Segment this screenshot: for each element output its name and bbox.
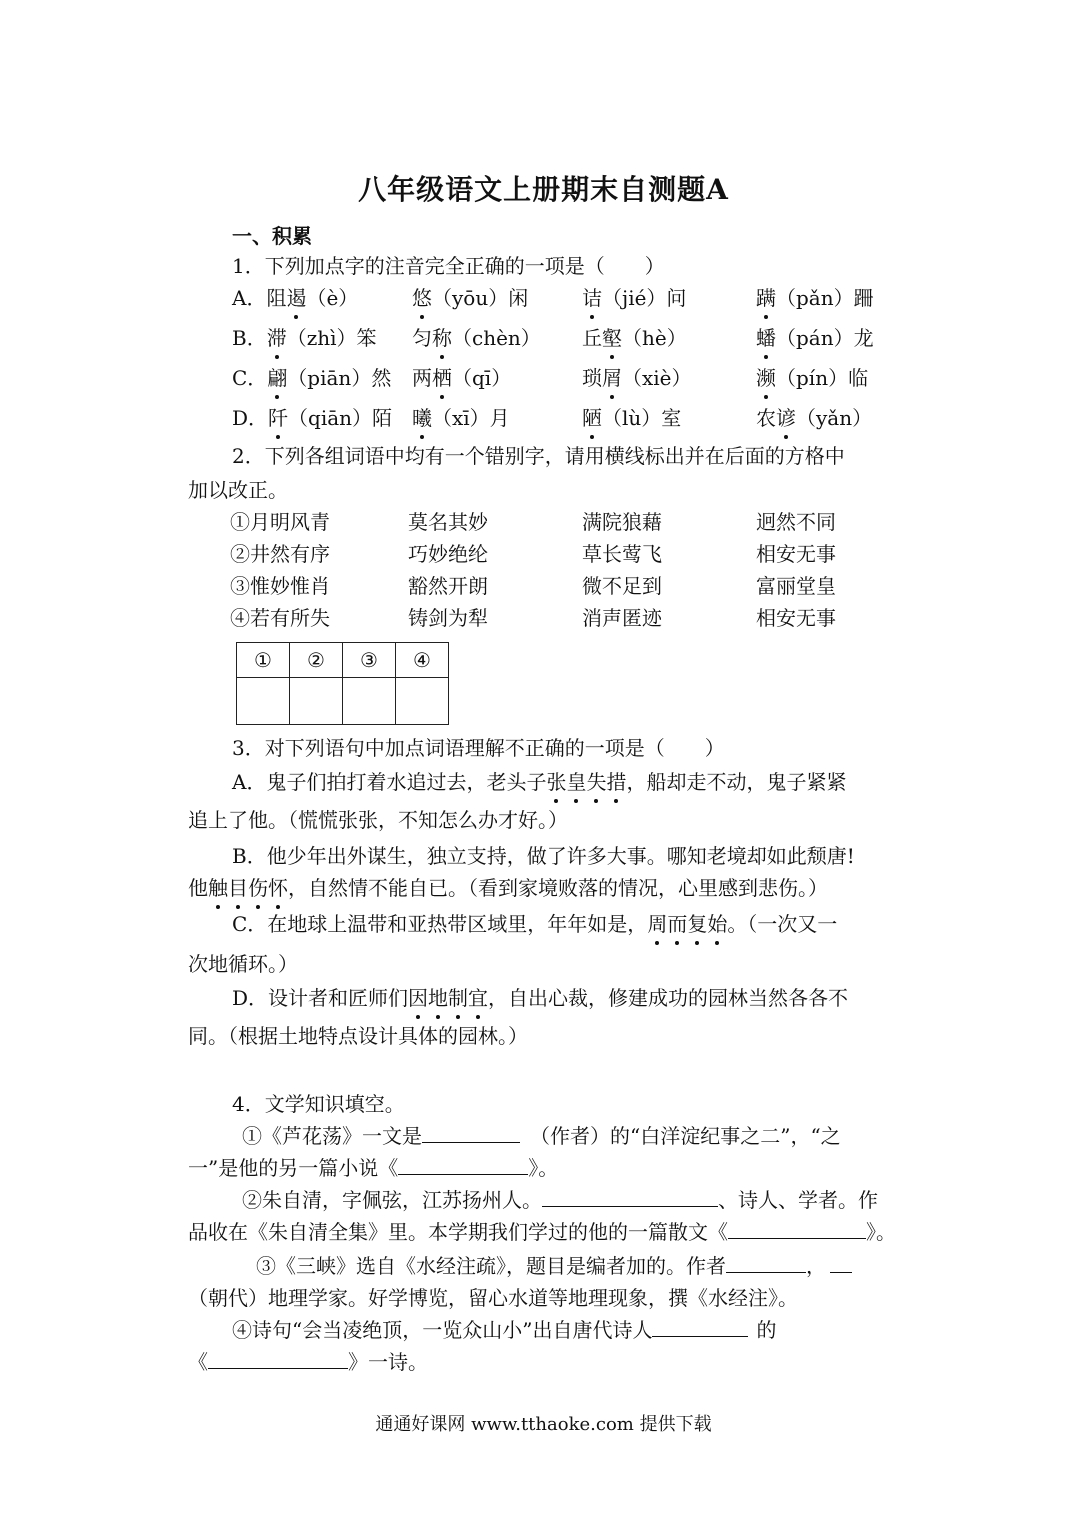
q3-option-a-line1: [232, 768, 846, 796]
q1-option-item: [756, 364, 868, 392]
dotted-char: 诘: [582, 286, 602, 310]
q1-option-item[interactable]: [232, 404, 392, 432]
q2-word: 莫名其妙: [408, 510, 488, 534]
q1-option-item[interactable]: [232, 284, 358, 312]
dotted-char: 复: [687, 912, 708, 936]
q1-option-item: [582, 404, 681, 432]
q2-word: 豁然开朗: [408, 574, 488, 598]
q4-line2: [188, 1154, 558, 1182]
q1-option-item: [582, 364, 692, 392]
dotted-term: [647, 912, 727, 936]
option-label: A．: [232, 286, 267, 310]
grid-answer-cell[interactable]: [343, 678, 396, 725]
q4-line8: [188, 1348, 428, 1376]
text: 丘: [582, 326, 602, 350]
q4-line5: [256, 1252, 852, 1280]
text: 农: [756, 406, 776, 430]
text: 》。: [866, 1220, 896, 1244]
dotted-char: 怀: [268, 876, 288, 900]
section-heading: 一、积累: [232, 224, 312, 248]
q3-option-c-line1: [232, 910, 837, 938]
text: 。（一次又一: [727, 912, 838, 936]
pinyin-text: （lù）室: [602, 406, 682, 430]
dotted-char: 谚: [776, 406, 796, 430]
pinyin-text: （xī）月: [432, 406, 510, 430]
dotted-char: 地: [428, 986, 449, 1010]
dotted-char: 皇: [566, 770, 587, 794]
pinyin-text: （pán）龙: [776, 326, 874, 350]
q3-option-a-line2: 追上了他。（慌慌张张，不知怎么办才好。）: [188, 808, 568, 832]
q1-option-item: [756, 324, 874, 352]
dotted-char: 滞: [266, 326, 287, 350]
text: ，自出心裁，修建成功的园林当然各各不: [488, 986, 849, 1010]
text: ①《芦花荡》一文是: [242, 1124, 422, 1148]
fill-blank[interactable]: [830, 1252, 852, 1273]
text: 琐: [582, 366, 602, 390]
dotted-char: 悠: [412, 286, 432, 310]
q1-option-item: [412, 284, 528, 312]
text: A．鬼子们拍打着水追过去，老头子: [232, 770, 547, 794]
q3-option-b-line2: [188, 874, 828, 902]
q2-word: ①月明风青: [230, 510, 330, 534]
q2-word: 富丽堂皇: [756, 574, 836, 598]
grid-header: ③: [343, 643, 396, 678]
dotted-term: [408, 986, 488, 1010]
pinyin-text: （yōu）闲: [432, 286, 529, 310]
text: ②朱自清，字佩弦，江苏扬州人。: [242, 1188, 542, 1212]
grid-header: ②: [290, 643, 343, 678]
pinyin-text: （hè）: [622, 326, 687, 350]
pinyin-text: （è）: [306, 286, 359, 310]
q4-line6: （朝代）地理学家。好学博览，留心水道等地理现象，撰《水经注》。: [188, 1286, 798, 1310]
text: 》一诗。: [348, 1350, 428, 1374]
q2-word: 消声匿迹: [582, 606, 662, 630]
q2-word: 迥然不同: [756, 510, 836, 534]
pinyin-text: （xiè）: [622, 366, 692, 390]
footer-credit: 通通好课网 www.tthaoke.com 提供下载: [375, 1414, 712, 1435]
dotted-char: 壑: [602, 326, 622, 350]
dotted-char: 伤: [248, 876, 268, 900]
text: 《: [188, 1350, 208, 1374]
grid-answer-cell[interactable]: [396, 678, 449, 725]
dotted-char: 栖: [432, 366, 452, 390]
pinyin-text: （piān）然: [287, 366, 392, 390]
dotted-char: 称: [432, 326, 452, 350]
q4-line4: [188, 1218, 896, 1246]
dotted-char: 蟠: [756, 326, 776, 350]
pinyin-text: （qī）: [452, 366, 512, 390]
q3-option-d-line1: [232, 984, 848, 1012]
q2-stem-line2: 加以改正。: [188, 478, 288, 502]
dotted-char: 始: [707, 912, 728, 936]
q4-line7: [232, 1316, 776, 1344]
dotted-char: 目: [228, 876, 248, 900]
q3-option-d-line2: 同。（根据土地特点设计具体的园林。）: [188, 1024, 528, 1048]
text: D．设计者和匠师们: [232, 986, 409, 1010]
dotted-char: 翩: [267, 366, 288, 390]
option-label: C．: [232, 366, 268, 390]
q2-word: 巧妙绝纶: [408, 542, 488, 566]
fill-blank[interactable]: [208, 1348, 348, 1369]
text: 的: [756, 1318, 777, 1342]
text: 品收在《朱自清全集》里。本学期我们学过的他的一篇散文《: [188, 1220, 728, 1244]
dotted-term: [546, 770, 626, 794]
q1-option-item[interactable]: [232, 364, 391, 392]
dotted-term: [208, 876, 288, 900]
q2-word: 铸剑为犁: [408, 606, 488, 630]
dotted-char: 因: [408, 986, 429, 1010]
grid-header: ④: [396, 643, 449, 678]
text: 、诗人、学者。作: [718, 1188, 878, 1212]
pinyin-text: （yǎn）: [796, 406, 873, 430]
text: ③《三峡》选自《水经注疏》，题目是编者加的。作者: [256, 1254, 726, 1278]
dotted-char: 阡: [268, 406, 289, 430]
pinyin-text: （chèn）: [452, 326, 541, 350]
q2-stem-line1: 2．下列各组词语中均有一个错别字，请用横线标出并在后面的方格中: [232, 444, 845, 468]
dotted-char: 陋: [582, 406, 602, 430]
dotted-char: 曦: [412, 406, 432, 430]
text: 》。: [528, 1156, 559, 1180]
dotted-char: 蹒: [756, 286, 776, 310]
text: 匀: [412, 326, 432, 350]
text: ④诗句“会当凌绝顶，一览众山小”出自唐代诗人: [232, 1318, 653, 1342]
fill-blank[interactable]: [398, 1154, 528, 1175]
text: 他: [188, 876, 208, 900]
q1-option-item: [756, 404, 872, 432]
option-label: B．: [232, 326, 267, 350]
q3-stem: 3．对下列语句中加点词语理解不正确的一项是（ ）: [232, 736, 725, 760]
q1-option-item[interactable]: [232, 324, 377, 352]
pinyin-text: （pǎn）跚: [776, 286, 874, 310]
text: 一”是他的另一篇小说《: [188, 1156, 399, 1180]
grid-header: ①: [237, 643, 290, 678]
q1-option-item: [582, 284, 686, 312]
q4-line3: [242, 1186, 878, 1214]
pinyin-text: （jié）问: [602, 286, 687, 310]
dotted-char: 张: [546, 770, 567, 794]
q2-word: ③惟妙惟肖: [230, 574, 330, 598]
q1-option-item: [412, 324, 541, 352]
text: ，自然情不能自已。（看到家境败落的情况，心里感到悲伤。）: [288, 876, 828, 900]
text: （作者）的“白洋淀纪事之二”，“之: [530, 1124, 841, 1148]
q4-line1: [242, 1122, 841, 1150]
q2-word: 草长莺飞: [582, 542, 662, 566]
pinyin-text: （qiān）陌: [288, 406, 393, 430]
fill-blank[interactable]: [726, 1252, 806, 1273]
q2-word: 相安无事: [756, 542, 836, 566]
q1-option-item: [412, 404, 510, 432]
dotted-char: 而: [667, 912, 688, 936]
q2-word: ④若有所失: [230, 606, 330, 630]
pinyin-text: （pín）临: [776, 366, 869, 390]
dotted-char: 周: [647, 912, 668, 936]
q2-word: ②井然有序: [230, 542, 330, 566]
q2-word: 相安无事: [756, 606, 836, 630]
q2-word: 满院狼藉: [582, 510, 662, 534]
grid-answer-cell[interactable]: [290, 678, 343, 725]
text: C．在地球上温带和亚热带区域里，年年如是，: [232, 912, 648, 936]
dotted-char: 遏: [286, 286, 307, 310]
fill-blank[interactable]: [652, 1316, 748, 1337]
grid-answer-cell[interactable]: [237, 678, 290, 725]
dotted-char: 制: [448, 986, 469, 1010]
pinyin-text: （zhì）笨: [286, 326, 377, 350]
text: 阻: [266, 286, 287, 310]
dotted-char: 触: [208, 876, 228, 900]
page-title: 八年级语文上册期末自测题A: [358, 173, 729, 206]
q3-option-b-line1: B．他少年出外谋生，独立支持，做了许多大事。哪知老境却如此颓唐!: [232, 844, 855, 868]
fill-blank[interactable]: [542, 1186, 718, 1207]
text: ，船却走不动，鬼子紧紧: [626, 770, 847, 794]
q1-option-item: [412, 364, 511, 392]
option-label: D．: [232, 406, 269, 430]
dotted-char: 措: [606, 770, 627, 794]
dotted-char: 濒: [756, 366, 776, 390]
fill-blank[interactable]: [728, 1218, 866, 1239]
text: 两: [412, 366, 432, 390]
q4-stem: 4．文学知识填空。: [232, 1092, 405, 1116]
text: ，: [806, 1254, 826, 1278]
q2-word: 微不足到: [582, 574, 662, 598]
q1-stem: 1．下列加点字的注音完全正确的一项是（ ）: [232, 254, 665, 278]
q3-option-c-line2: 次地循环。）: [188, 952, 298, 976]
answer-grid: [236, 642, 449, 725]
dotted-char: 宜: [468, 986, 489, 1010]
dotted-char: 失: [586, 770, 607, 794]
dotted-char: 屑: [602, 366, 622, 390]
fill-blank[interactable]: [422, 1122, 520, 1143]
q1-option-item: [756, 284, 874, 312]
q1-option-item: [582, 324, 687, 352]
